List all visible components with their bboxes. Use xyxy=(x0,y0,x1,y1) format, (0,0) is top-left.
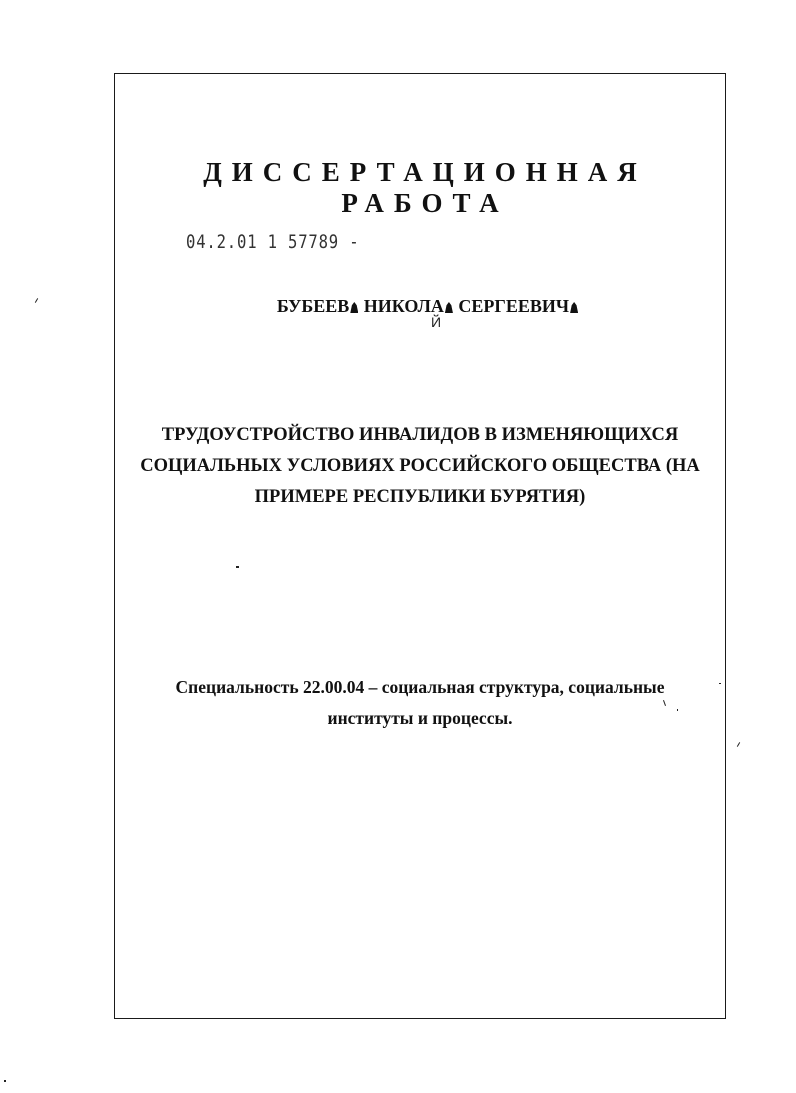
ink-blot-icon xyxy=(350,302,358,313)
author-first-name: НИКОЛА xyxy=(363,296,444,316)
scan-speck xyxy=(677,709,678,711)
scan-speck xyxy=(737,742,740,747)
scan-speck xyxy=(719,683,721,684)
dissertation-title xyxy=(114,420,726,513)
ink-blot-icon xyxy=(570,302,578,313)
document-type-heading: ДИССЕРТАЦИОННАЯ РАБОТА xyxy=(203,157,647,218)
author-name xyxy=(114,296,726,317)
title-line: ПРИМЕРЕ РЕСПУБЛИКИ БУРЯТИЯ) xyxy=(254,487,586,507)
registration-stamp-code: 04.2.01 1 57789 - xyxy=(186,231,360,253)
title-line: ТРУДОУСТРОЙСТВО ИНВАЛИДОВ В ИЗМЕНЯЮЩИХСЯ xyxy=(161,425,679,445)
scan-speck xyxy=(4,1080,6,1082)
scan-speck xyxy=(236,566,239,568)
specialty-statement xyxy=(114,672,726,734)
author-patronymic: СЕРГЕЕВИЧ xyxy=(458,296,570,316)
title-line: СОЦИАЛЬНЫХ УСЛОВИЯХ РОССИЙСКОГО ОБЩЕСТВА (НА xyxy=(140,456,700,476)
specialty-line: институты и процессы. xyxy=(327,708,513,728)
ink-blot-icon xyxy=(445,302,453,313)
specialty-line: Специальность 22.00.04 – социальная структура, социальные xyxy=(175,677,665,697)
author-last-name: БУБЕЕВ xyxy=(276,296,350,316)
scan-speck xyxy=(35,298,38,303)
author-name-correction: Й xyxy=(431,314,442,330)
